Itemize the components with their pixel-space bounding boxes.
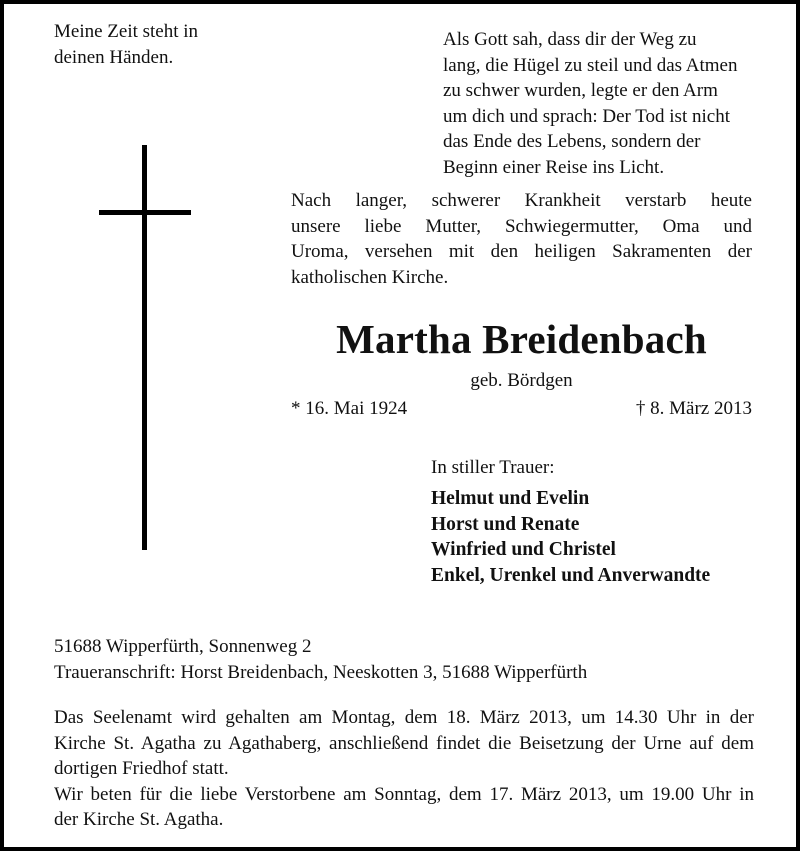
verse-right xyxy=(443,27,763,181)
verse-right-line: das Ende des Lebens, sondern der xyxy=(443,131,701,153)
family-member: Helmut und Evelin xyxy=(431,488,590,509)
service-line: Wir beten für die liebe Verstorbene am Sonntag, dem 17. März 2013, um 19.00 Uhr in xyxy=(54,783,754,805)
deceased-name: Martha Breidenbach xyxy=(336,316,707,362)
service-line: Kirche St. Agatha zu Agathaberg, anschließend findet die Beisetzung der Urne auf dem xyxy=(54,732,754,754)
announcement-line: unsere liebe Mutter, Schwiegermutter, Oma und xyxy=(291,215,752,237)
birth-date: * 16. Mai 1924 xyxy=(291,398,408,419)
verse-right-line: um dich und sprach: Der Tod ist nicht xyxy=(443,105,730,127)
verse-right-line: lang, die Hügel zu steil und das Atmen xyxy=(443,54,738,76)
announcement-line: Nach langer, schwerer Krankheit verstarb heute xyxy=(291,190,752,211)
service-line: der Kirche St. Agatha. xyxy=(54,809,224,831)
family-list xyxy=(431,486,710,588)
family-member: Winfried und Christel xyxy=(431,539,616,561)
family-member: Enkel, Urenkel und Anverwandte xyxy=(431,564,711,586)
service-details xyxy=(54,705,754,833)
verse-left-line: deinen Händen. xyxy=(54,46,174,68)
death-date: † 8. März 2013 xyxy=(635,398,752,419)
home-address: 51688 Wipperfürth, Sonnenweg 2 xyxy=(54,636,312,657)
mourning-address: Traueranschrift: Horst Breidenbach, Neeskotten 3, 51688 Wipperfürth xyxy=(54,661,588,683)
family-member: Horst und Renate xyxy=(431,513,580,535)
service-line: Das Seelenamt wird gehalten am Montag, dem 18. März 2013, um 14.30 Uhr in der xyxy=(54,707,754,728)
verse-right-line: Beginn einer Reise ins Licht. xyxy=(443,156,665,178)
service-line: dortigen Friedhof statt. xyxy=(54,758,229,780)
verse-left xyxy=(54,19,284,70)
announcement-line: katholischen Kirche. xyxy=(291,266,449,288)
cross-icon xyxy=(99,145,191,550)
verse-right-line: zu schwer wurden, legte er den Arm xyxy=(443,80,718,102)
mourning-label: In stiller Trauer: xyxy=(431,457,555,478)
announcement-line: Uroma, versehen mit den heiligen Sakramenten der xyxy=(291,241,752,263)
death-announcement xyxy=(291,188,752,290)
maiden-name: geb. Bördgen xyxy=(470,370,573,391)
verse-left-line: Meine Zeit steht in xyxy=(54,21,199,42)
verse-right-line: Als Gott sah, dass dir der Weg zu xyxy=(443,29,697,50)
address-block xyxy=(54,634,587,685)
